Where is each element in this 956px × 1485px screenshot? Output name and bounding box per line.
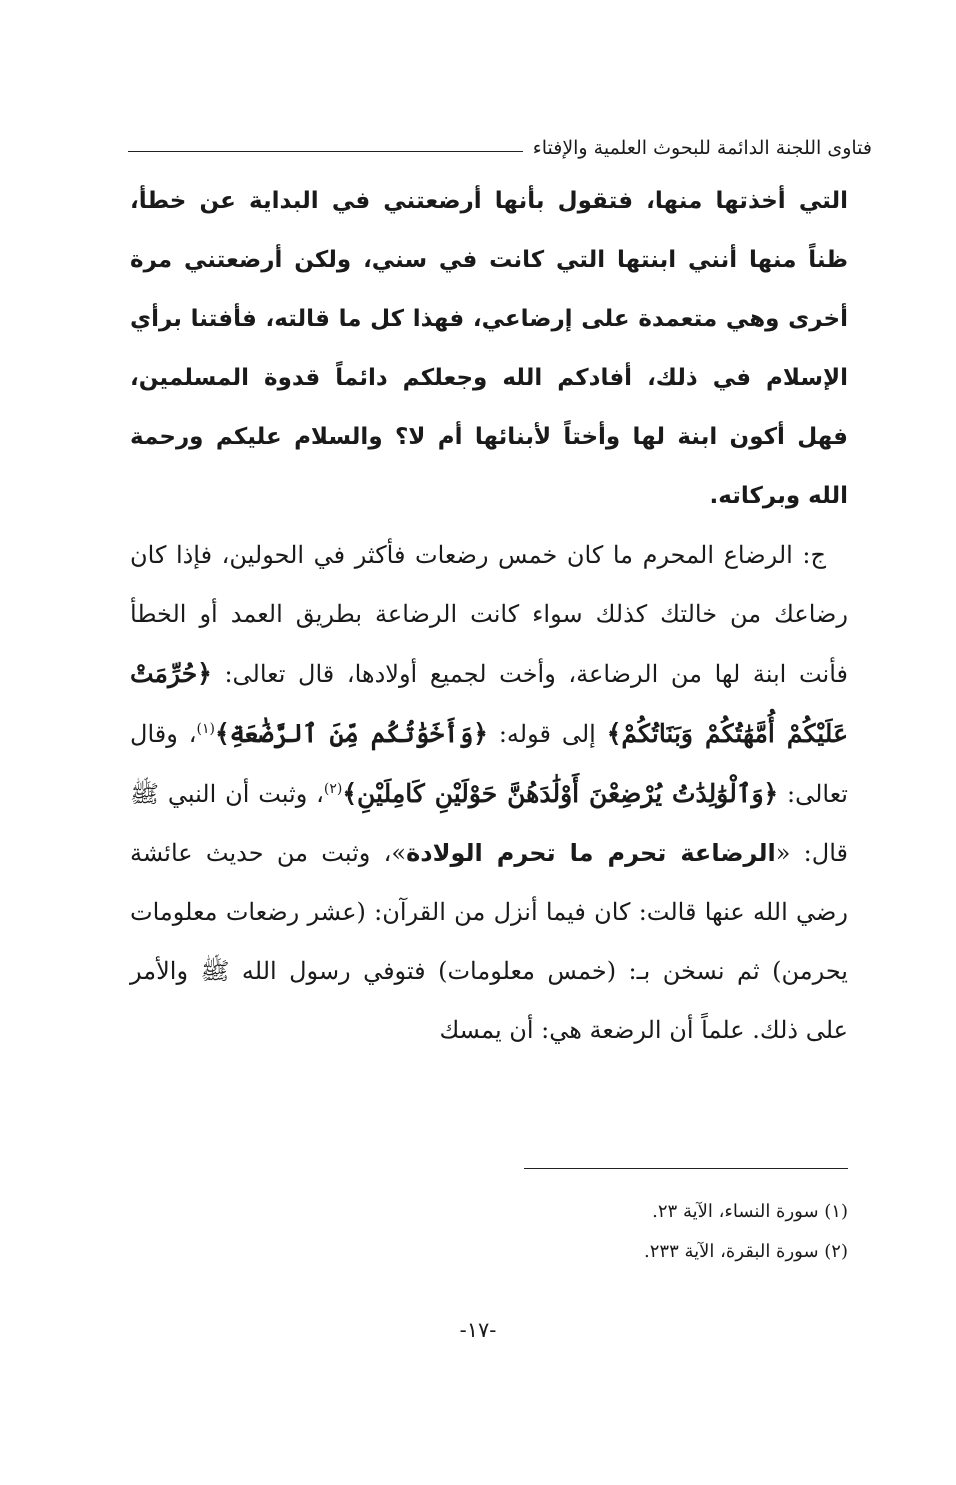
question-paragraph: التي أخذتها منها، فتقول بأنها أرضعتني في البداية عن خطأ، ظناً منها أنني ابنتها التي كانت في سني، ولكن أرضعتني مرة أخرى وهي متعمدة على إرضاعي، فهذا كل ما قالته، فأفتنا برأي الإسلام في ذلك، أفادكم الله وجعلكم دائماً قدوة المسلمين، فهل أكون ابنة لها وأختاً لأبنائها أم لا؟ والسلام عليكم ورحمة الله وبركاته. [130,188,848,509]
footnote-2: (٢) سورة البقرة، الآية ٢٣٣. [644,1241,848,1262]
footnote-ref-1: (١) [196,721,215,737]
body-text [130,172,848,1060]
quran-verse-1: ﴿حُرِّمَتْ عَلَيْكُمْ أُمَّهَٰتُكُمْ وَبَنَاتُكُمْ﴾ [130,659,848,748]
answer-text-1: ج: الرضاع المحرم ما كان خمس رضعات فأكثر في الحولين، فإذا كان رضاعك من خالتك كذلك سواء كانت الرضاعة بطريق العمد أو الخطأ فأنت ابنة لها من الرضاعة، وأخت لجميع أولادها، قال تعالى: [130,541,848,688]
answer-paragraph [130,526,848,1060]
page-number: -١٧- [459,1318,497,1342]
running-header [128,128,872,168]
header-rule [128,151,523,152]
footnote-1: (١) سورة النساء، الآية ٢٣. [652,1201,848,1222]
footnote-rule [524,1168,848,1169]
answer-text-4: ، وثبت أن النبي ﷺ قال: « [130,780,848,867]
answer-text-2: إلى قوله: [487,720,607,748]
quran-verse-2: ﴿وَأَخَوَٰتُكُم مِّنَ ٱلرَّضَٰعَةِ﴾ [214,719,488,748]
quran-verse-3: ﴿وَٱلْوَٰلِدَٰتُ يُرْضِعْنَ أَوْلَٰدَهُنَّ حَوْلَيْنِ كَامِلَيْنِ﴾ [342,779,779,808]
header-title: فتاوى اللجنة الدائمة للبحوث العلمية والإفتاء [532,137,872,159]
footnote-ref-2: (٢) [323,781,343,797]
footnotes [130,1192,848,1272]
hadith-quote: الرضاعة تحرم ما تحرم الولادة [406,839,776,867]
answer-text-5: »، وثبت من حديث عائشة رضي الله عنها قالت: كان فيما أنزل من القرآن: (عشر رضعات معلومات يحرمن) ثم نسخن بـ: (خمس معلومات) فتوفي رسول الله ﷺ والأمر على ذلك. علماً أن الرضعة هي: أن يمسك [130,839,849,1044]
answer-text-3: ، وقال تعالى: [130,720,848,808]
